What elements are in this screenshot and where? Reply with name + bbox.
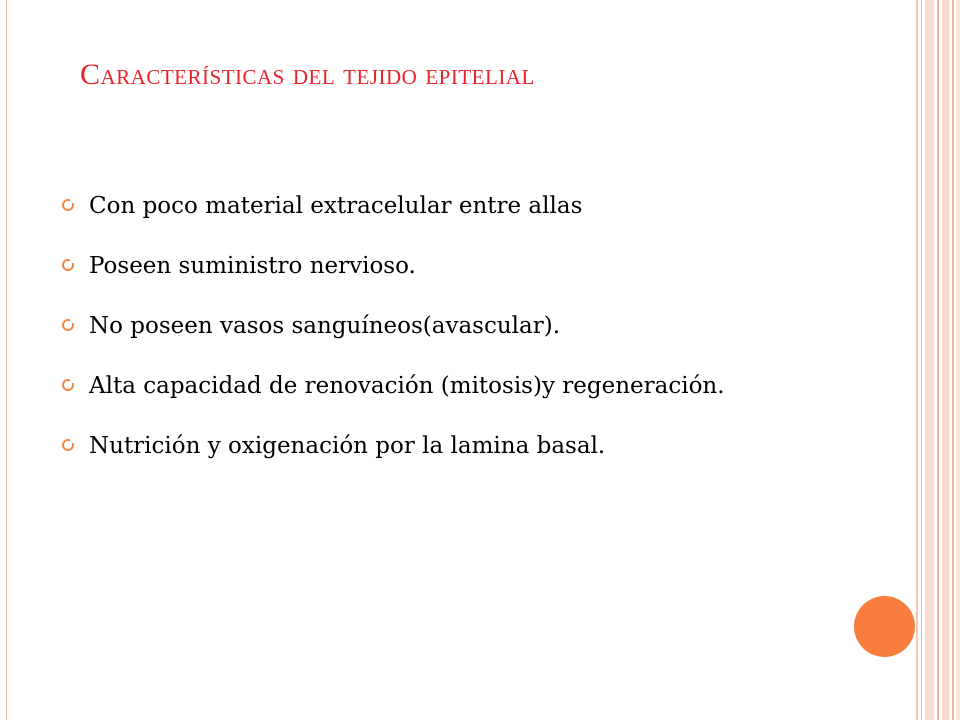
bullet-text: Alta capacidad de renovación (mitosis)y regeneración. — [89, 373, 725, 399]
bullet-item — [62, 366, 822, 406]
bullet-text: Nutrición y oxigenación por la lamina basal. — [89, 433, 606, 459]
left-border-line — [6, 0, 7, 720]
bullet-item — [62, 246, 822, 286]
bullet-item — [62, 186, 822, 226]
bullet-circle-icon — [62, 319, 74, 331]
bullet-circle-icon — [62, 259, 74, 271]
decorative-orange-circle — [854, 596, 915, 657]
bullet-item — [62, 426, 822, 466]
bullet-circle-icon — [62, 199, 74, 211]
bullet-list — [62, 186, 822, 490]
bullet-circle-icon — [62, 379, 74, 391]
bullet-circle-icon — [62, 439, 74, 451]
bullet-text: No poseen vasos sanguíneos(avascular). — [89, 313, 561, 339]
bullet-text: Poseen suministro nervioso. — [89, 253, 416, 279]
bullet-item — [62, 306, 822, 346]
bullet-text: Con poco material extracelular entre allas — [89, 193, 583, 219]
slide-title: Características del tejido epitelial — [80, 58, 535, 91]
right-decorative-stripes — [916, 0, 960, 720]
